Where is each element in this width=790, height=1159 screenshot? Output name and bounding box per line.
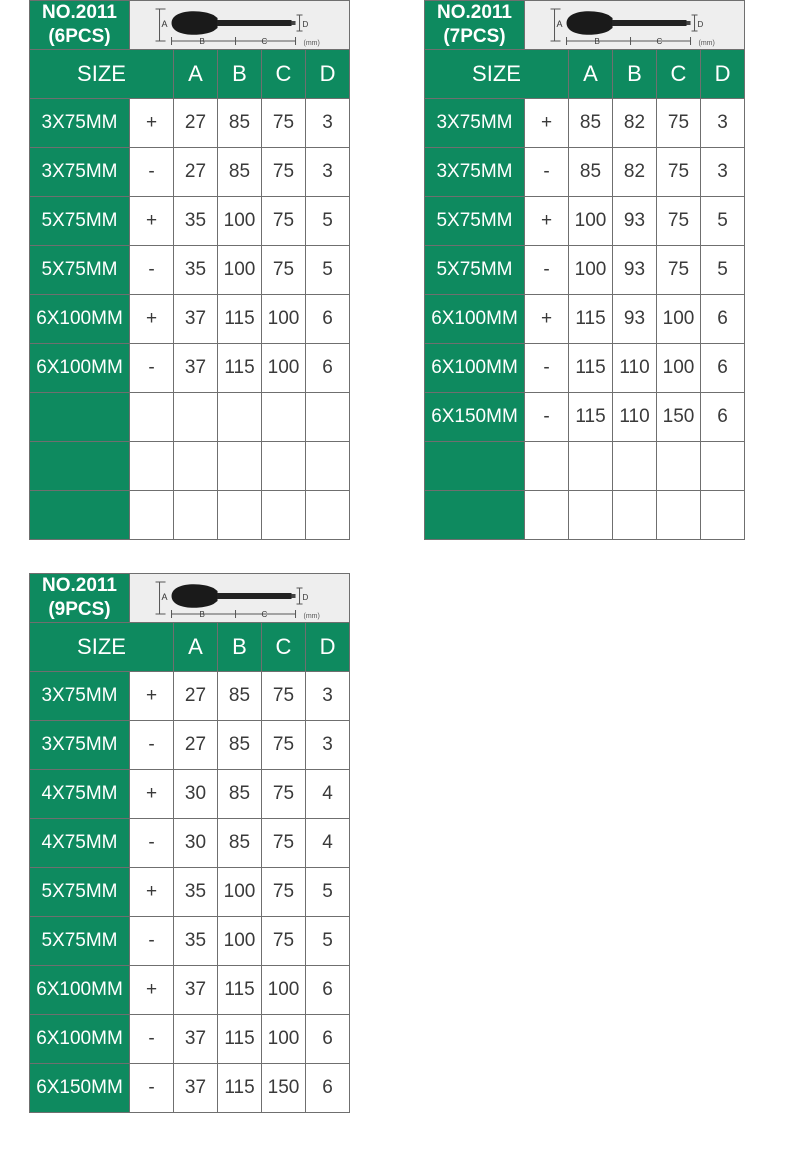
tip-type-cell: - (525, 148, 569, 197)
size-cell: 4X75MM (30, 819, 130, 868)
tip-type-cell: + (130, 197, 174, 246)
value-c-cell: 75 (262, 868, 306, 917)
table-row (425, 442, 745, 491)
size-cell: 5X75MM (425, 197, 525, 246)
piece-count: (6PCS) (48, 26, 111, 47)
size-cell: 6X100MM (425, 295, 525, 344)
value-b-cell: 115 (218, 295, 262, 344)
value-c-cell: 75 (262, 721, 306, 770)
diagram-cell (130, 1, 350, 50)
diagram-label-b: B (594, 37, 600, 46)
diagram-cell (525, 1, 745, 50)
diagram-label-d: D (302, 20, 309, 29)
value-d-cell (306, 393, 350, 442)
value-b-cell: 93 (613, 246, 657, 295)
diagram-label-b: B (199, 610, 205, 619)
tip-type-cell: + (130, 966, 174, 1015)
value-c-cell: 75 (262, 819, 306, 868)
size-cell: 5X75MM (30, 868, 130, 917)
tip-type-cell: - (130, 246, 174, 295)
table-row (30, 721, 350, 770)
value-d-cell: 3 (701, 148, 745, 197)
value-b-cell: 93 (613, 295, 657, 344)
table-row (425, 197, 745, 246)
size-cell: 4X75MM (30, 770, 130, 819)
screwdriver-dimension-diagram (525, 1, 744, 49)
tip-type-cell: + (130, 295, 174, 344)
value-b-cell: 82 (613, 148, 657, 197)
value-a-cell: 35 (174, 917, 218, 966)
value-c-cell: 75 (262, 148, 306, 197)
size-cell: 3X75MM (30, 99, 130, 148)
size-cell: 3X75MM (425, 148, 525, 197)
value-d-cell: 6 (306, 1015, 350, 1064)
value-b-cell: 115 (218, 966, 262, 1015)
value-b-cell: 85 (218, 819, 262, 868)
table-row (30, 491, 350, 540)
value-d-cell (701, 442, 745, 491)
model-number: NO.2011 (437, 2, 512, 23)
value-a-cell: 100 (569, 197, 613, 246)
value-c-cell (657, 442, 701, 491)
value-a-cell: 37 (174, 295, 218, 344)
table-row (30, 295, 350, 344)
diagram-unit: (mm) (303, 613, 320, 620)
header-b: B (613, 50, 657, 99)
value-d-cell (306, 442, 350, 491)
value-a-cell: 35 (174, 868, 218, 917)
diagram-label-d: D (302, 593, 309, 602)
model-number: NO.2011 (42, 2, 117, 23)
value-b-cell: 82 (613, 99, 657, 148)
tip-type-cell: - (130, 1064, 174, 1113)
header-a: A (174, 623, 218, 672)
screwdriver-handle-shape (567, 11, 613, 35)
value-a-cell: 27 (174, 721, 218, 770)
tip-type-cell: - (130, 917, 174, 966)
value-a-cell: 115 (569, 295, 613, 344)
table-row (30, 1064, 350, 1113)
screwdriver-dimension-diagram (130, 574, 349, 622)
size-cell: 6X100MM (425, 344, 525, 393)
piece-count: (9PCS) (48, 599, 111, 620)
tip-type-cell: + (130, 770, 174, 819)
value-d-cell: 3 (701, 99, 745, 148)
size-cell: 6X100MM (30, 295, 130, 344)
value-c-cell: 75 (262, 99, 306, 148)
value-c-cell: 100 (262, 1015, 306, 1064)
tip-type-cell: - (130, 721, 174, 770)
tip-type-cell (525, 442, 569, 491)
size-cell: 6X100MM (30, 344, 130, 393)
piece-count: (7PCS) (443, 26, 506, 47)
value-c-cell: 75 (262, 770, 306, 819)
value-d-cell (701, 491, 745, 540)
value-a-cell (174, 442, 218, 491)
value-d-cell: 6 (306, 295, 350, 344)
value-a-cell (569, 442, 613, 491)
size-cell: 5X75MM (425, 246, 525, 295)
value-c-cell: 150 (262, 1064, 306, 1113)
value-b-cell: 85 (218, 770, 262, 819)
diagram-label-a: A (161, 592, 168, 602)
size-cell: 3X75MM (30, 148, 130, 197)
diagram-unit: (mm) (698, 40, 715, 47)
table-row (30, 99, 350, 148)
tip-type-cell: + (130, 99, 174, 148)
value-d-cell: 6 (306, 344, 350, 393)
value-a-cell: 30 (174, 819, 218, 868)
table-row (425, 99, 745, 148)
value-d-cell: 4 (306, 819, 350, 868)
tip-type-cell: - (130, 819, 174, 868)
value-d-cell: 3 (306, 672, 350, 721)
size-cell: 3X75MM (30, 672, 130, 721)
size-cell: 5X75MM (30, 246, 130, 295)
diagram-unit: (mm) (303, 40, 320, 47)
value-d-cell: 4 (306, 770, 350, 819)
value-a-cell: 85 (569, 99, 613, 148)
table-row (425, 491, 745, 540)
size-cell (30, 393, 130, 442)
table-row (30, 672, 350, 721)
value-a-cell: 37 (174, 966, 218, 1015)
size-cell: 6X100MM (30, 1015, 130, 1064)
size-cell (425, 491, 525, 540)
value-b-cell (218, 442, 262, 491)
value-a-cell: 27 (174, 99, 218, 148)
table-row (30, 770, 350, 819)
value-b-cell (613, 491, 657, 540)
value-b-cell: 115 (218, 344, 262, 393)
diagram-label-c: C (261, 610, 268, 619)
header-size: SIZE (30, 623, 174, 672)
header-a: A (569, 50, 613, 99)
size-cell: 3X75MM (30, 721, 130, 770)
spec-table-3 (29, 573, 350, 1113)
value-a-cell (174, 491, 218, 540)
value-a-cell: 27 (174, 672, 218, 721)
value-c-cell (657, 491, 701, 540)
diagram-label-d: D (697, 20, 704, 29)
size-cell (425, 442, 525, 491)
screwdriver-handle-shape (172, 11, 218, 35)
spec-table-1 (29, 0, 350, 540)
table-row (30, 819, 350, 868)
table-row (30, 148, 350, 197)
tip-type-cell: - (130, 148, 174, 197)
value-d-cell: 6 (306, 966, 350, 1015)
table-row (30, 442, 350, 491)
header-d: D (701, 50, 745, 99)
value-c-cell: 100 (262, 966, 306, 1015)
value-c-cell: 75 (262, 197, 306, 246)
value-a-cell: 100 (569, 246, 613, 295)
value-c-cell: 75 (657, 148, 701, 197)
value-a-cell: 85 (569, 148, 613, 197)
value-c-cell (262, 442, 306, 491)
value-c-cell: 75 (657, 99, 701, 148)
size-cell (30, 491, 130, 540)
value-d-cell: 5 (306, 868, 350, 917)
value-d-cell: 5 (701, 197, 745, 246)
diagram-label-b: B (199, 37, 205, 46)
value-b-cell (613, 442, 657, 491)
screwdriver-shaft-shape (613, 20, 687, 26)
value-c-cell (262, 491, 306, 540)
tip-type-cell: + (525, 99, 569, 148)
value-a-cell: 35 (174, 197, 218, 246)
diagram-label-c: C (261, 37, 268, 46)
value-b-cell: 110 (613, 344, 657, 393)
tip-type-cell (130, 491, 174, 540)
table-title (425, 1, 525, 50)
table-row (30, 246, 350, 295)
size-cell (30, 442, 130, 491)
table-row (425, 148, 745, 197)
value-a-cell: 115 (569, 344, 613, 393)
value-d-cell: 3 (306, 721, 350, 770)
value-d-cell: 6 (701, 393, 745, 442)
screwdriver-handle-shape (172, 584, 218, 608)
screwdriver-shaft-shape (218, 20, 292, 26)
table-row (30, 197, 350, 246)
value-b-cell: 115 (218, 1015, 262, 1064)
value-c-cell: 150 (657, 393, 701, 442)
value-b-cell: 85 (218, 672, 262, 721)
screwdriver-dimension-diagram (130, 1, 349, 49)
value-c-cell: 100 (657, 295, 701, 344)
table-title (30, 1, 130, 50)
value-a-cell (569, 491, 613, 540)
table-row (30, 1015, 350, 1064)
size-cell: 6X150MM (425, 393, 525, 442)
header-b: B (218, 623, 262, 672)
header-b: B (218, 50, 262, 99)
value-d-cell: 5 (306, 246, 350, 295)
value-a-cell: 37 (174, 344, 218, 393)
value-b-cell: 93 (613, 197, 657, 246)
size-cell: 3X75MM (425, 99, 525, 148)
table-row (425, 393, 745, 442)
diagram-label-c: C (656, 37, 663, 46)
value-b-cell: 100 (218, 917, 262, 966)
table-row (30, 868, 350, 917)
table-row (425, 344, 745, 393)
tip-type-cell: + (525, 295, 569, 344)
value-d-cell (306, 491, 350, 540)
size-cell: 5X75MM (30, 197, 130, 246)
value-a-cell: 35 (174, 246, 218, 295)
value-a-cell (174, 393, 218, 442)
spec-table-2 (424, 0, 745, 540)
value-b-cell: 85 (218, 148, 262, 197)
value-d-cell: 5 (306, 917, 350, 966)
tip-type-cell (130, 442, 174, 491)
value-d-cell: 3 (306, 99, 350, 148)
screwdriver-shaft-shape (218, 593, 292, 599)
tip-type-cell (525, 491, 569, 540)
value-d-cell: 5 (306, 197, 350, 246)
value-b-cell: 100 (218, 868, 262, 917)
value-b-cell: 100 (218, 197, 262, 246)
header-d: D (306, 50, 350, 99)
value-c-cell: 75 (262, 246, 306, 295)
value-d-cell: 6 (701, 295, 745, 344)
value-c-cell: 75 (262, 917, 306, 966)
value-b-cell (218, 491, 262, 540)
table-row (30, 344, 350, 393)
value-b-cell: 115 (218, 1064, 262, 1113)
value-d-cell: 6 (701, 344, 745, 393)
table-row (425, 246, 745, 295)
value-b-cell: 85 (218, 721, 262, 770)
header-c: C (657, 50, 701, 99)
value-c-cell: 75 (657, 197, 701, 246)
tip-type-cell: - (525, 393, 569, 442)
diagram-label-a: A (556, 19, 563, 29)
value-a-cell: 115 (569, 393, 613, 442)
header-c: C (262, 50, 306, 99)
value-a-cell: 30 (174, 770, 218, 819)
tip-type-cell: - (130, 1015, 174, 1064)
header-d: D (306, 623, 350, 672)
tip-type-cell: + (130, 672, 174, 721)
tip-type-cell (130, 393, 174, 442)
diagram-label-a: A (161, 19, 168, 29)
size-cell: 6X100MM (30, 966, 130, 1015)
header-c: C (262, 623, 306, 672)
diagram-cell (130, 574, 350, 623)
table-row (30, 393, 350, 442)
table-row (30, 917, 350, 966)
value-a-cell: 37 (174, 1015, 218, 1064)
value-d-cell: 5 (701, 246, 745, 295)
value-c-cell: 75 (262, 672, 306, 721)
value-c-cell: 75 (657, 246, 701, 295)
model-number: NO.2011 (42, 575, 117, 596)
table-row (30, 966, 350, 1015)
tip-type-cell: - (130, 344, 174, 393)
tip-type-cell: + (130, 868, 174, 917)
value-b-cell (218, 393, 262, 442)
header-size: SIZE (30, 50, 174, 99)
value-c-cell: 100 (657, 344, 701, 393)
value-c-cell: 100 (262, 295, 306, 344)
table-title (30, 574, 130, 623)
value-a-cell: 27 (174, 148, 218, 197)
value-c-cell (262, 393, 306, 442)
value-c-cell: 100 (262, 344, 306, 393)
header-size: SIZE (425, 50, 569, 99)
header-a: A (174, 50, 218, 99)
value-a-cell: 37 (174, 1064, 218, 1113)
size-cell: 5X75MM (30, 917, 130, 966)
value-d-cell: 6 (306, 1064, 350, 1113)
tip-type-cell: + (525, 197, 569, 246)
size-cell: 6X150MM (30, 1064, 130, 1113)
value-d-cell: 3 (306, 148, 350, 197)
value-b-cell: 100 (218, 246, 262, 295)
table-row (425, 295, 745, 344)
tip-type-cell: - (525, 246, 569, 295)
value-b-cell: 110 (613, 393, 657, 442)
value-b-cell: 85 (218, 99, 262, 148)
tip-type-cell: - (525, 344, 569, 393)
